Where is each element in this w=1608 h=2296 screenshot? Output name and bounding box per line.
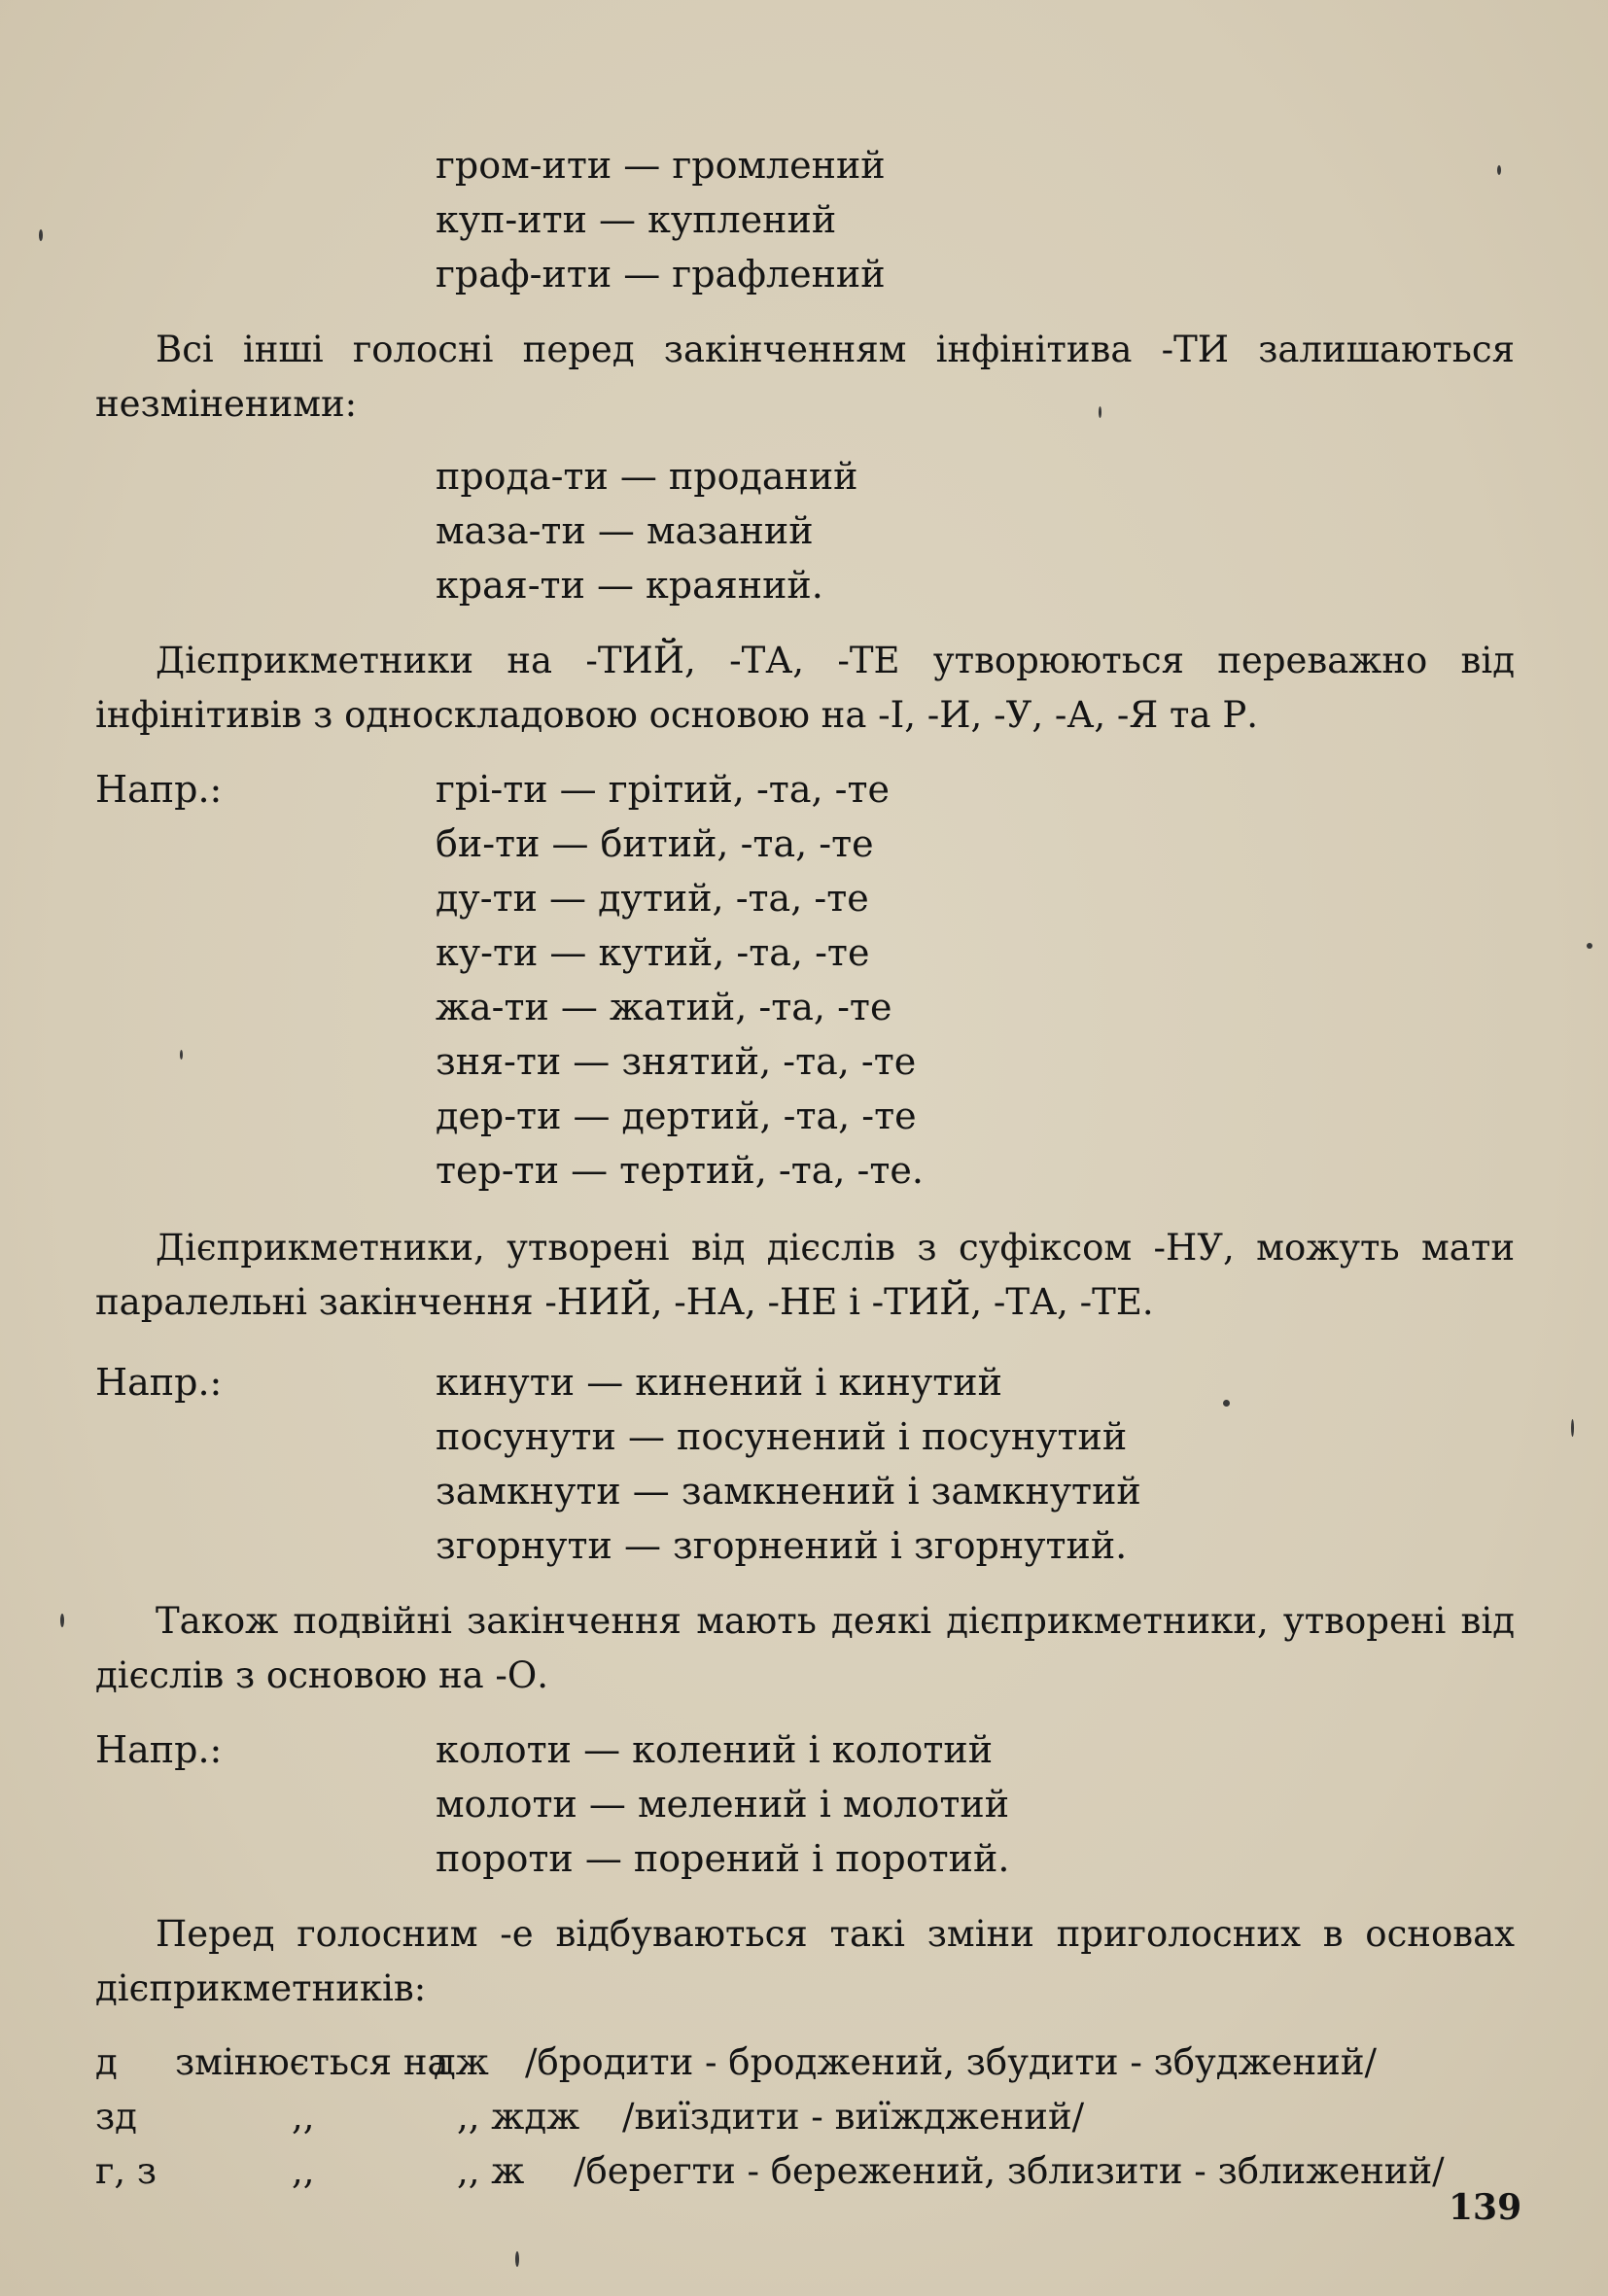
rule-verb: ,,: [292, 2150, 315, 2192]
rule-target: ,, ждж: [457, 2096, 580, 2138]
example-line: маза-ти — мазаний: [436, 509, 814, 552]
example-line: замкнути — замкнений і замкнутий: [436, 1470, 1141, 1513]
paragraph-text: Всі інші голосні перед закінченням інфінітива -ТИ залишаються незміненими:: [95, 329, 1515, 425]
paragraph-2: [95, 634, 1515, 743]
example-label: Напр.:: [95, 768, 223, 811]
paragraph-3: [95, 1221, 1515, 1330]
rule-letter: зд: [95, 2096, 137, 2138]
example-line: прода-ти — проданий: [436, 455, 858, 498]
example-line: гром-ити — громлений: [436, 144, 886, 187]
scan-speck: [39, 229, 43, 241]
scan-speck: [1223, 1400, 1230, 1407]
rule-letter: г, з: [95, 2150, 157, 2192]
example-label: Напр.:: [95, 1728, 223, 1771]
example-line: края-ти — краяний.: [436, 564, 823, 607]
example-line: молоти — мелений і молотий: [436, 1783, 1010, 1826]
scan-speck: [1571, 1419, 1574, 1437]
example-line: жа-ти — жатий, -та, -те: [436, 986, 892, 1028]
scan-speck: [180, 1050, 183, 1060]
rule-letter: д: [95, 2041, 118, 2083]
example-line: кинути — кинений і кинутий: [436, 1361, 1002, 1404]
rule-target: ,, ж: [457, 2150, 525, 2192]
example-line: грі-ти — грітий, -та, -те: [436, 768, 890, 811]
rule-verb: ,,: [292, 2096, 315, 2138]
rule-examples: /виїздити - виїжджений/: [622, 2096, 1085, 2138]
paragraph-text: Дієприкметники на -ТИЙ, -ТА, -ТЕ утворюються переважно від інфінітивів з односкладовою основою на -І, -И, -У, -А, -Я та Р.: [95, 640, 1515, 736]
example-line: посунути — посунений і посунутий: [436, 1415, 1128, 1458]
scan-speck: [1497, 165, 1501, 175]
scan-speck: [60, 1614, 64, 1627]
paragraph-4: [95, 1594, 1515, 1703]
example-label: Напр.:: [95, 1361, 223, 1404]
example-line: граф-ити — графлений: [436, 253, 886, 296]
paragraph-text: Дієприкметники, утворені від дієслів з суфіксом -НУ, можуть мати паралельні закінчення -НИЙ, -НА, -НЕ і -ТИЙ, -ТА, -ТЕ.: [95, 1227, 1515, 1323]
example-line: тер-ти — тертий, -та, -те.: [436, 1149, 924, 1192]
example-line: ку-ти — кутий, -та, -те: [436, 931, 870, 974]
scan-speck: [1587, 943, 1592, 949]
example-line: дер-ти — дертий, -та, -те: [436, 1095, 917, 1137]
paragraph-text: Також подвійні закінчення мають деякі дієприкметники, утворені від дієслів з основою на -О.: [95, 1600, 1515, 1696]
rule-examples: /бродити - броджений, збудити - збуджений/: [525, 2041, 1377, 2083]
rule-examples: /берегти - бережений, зблизити - зближений/: [574, 2150, 1445, 2192]
paragraph-1: [95, 323, 1515, 432]
scan-speck: [1099, 406, 1101, 418]
example-line: пороти — порений і поротий.: [436, 1837, 1010, 1880]
rule-verb: змінюється на: [175, 2041, 449, 2083]
example-line: колоти — колений і колотий: [436, 1728, 994, 1771]
paragraph-5: [95, 1907, 1515, 2016]
example-line: зня-ти — знятий, -та, -те: [436, 1040, 917, 1083]
example-line: куп-ити — куплений: [436, 198, 837, 241]
example-line: ду-ти — дутий, -та, -те: [436, 877, 869, 920]
page-number: 139: [1449, 2187, 1522, 2228]
paragraph-text: Перед голосним -е відбуваються такі зміни приголосних в основах дієприкметників:: [95, 1913, 1515, 2009]
example-line: згорнути — згорнений і згорнутий.: [436, 1524, 1128, 1567]
rule-target: дж: [434, 2041, 489, 2083]
example-line: би-ти — битий, -та, -те: [436, 822, 874, 865]
scan-speck: [515, 2251, 519, 2267]
